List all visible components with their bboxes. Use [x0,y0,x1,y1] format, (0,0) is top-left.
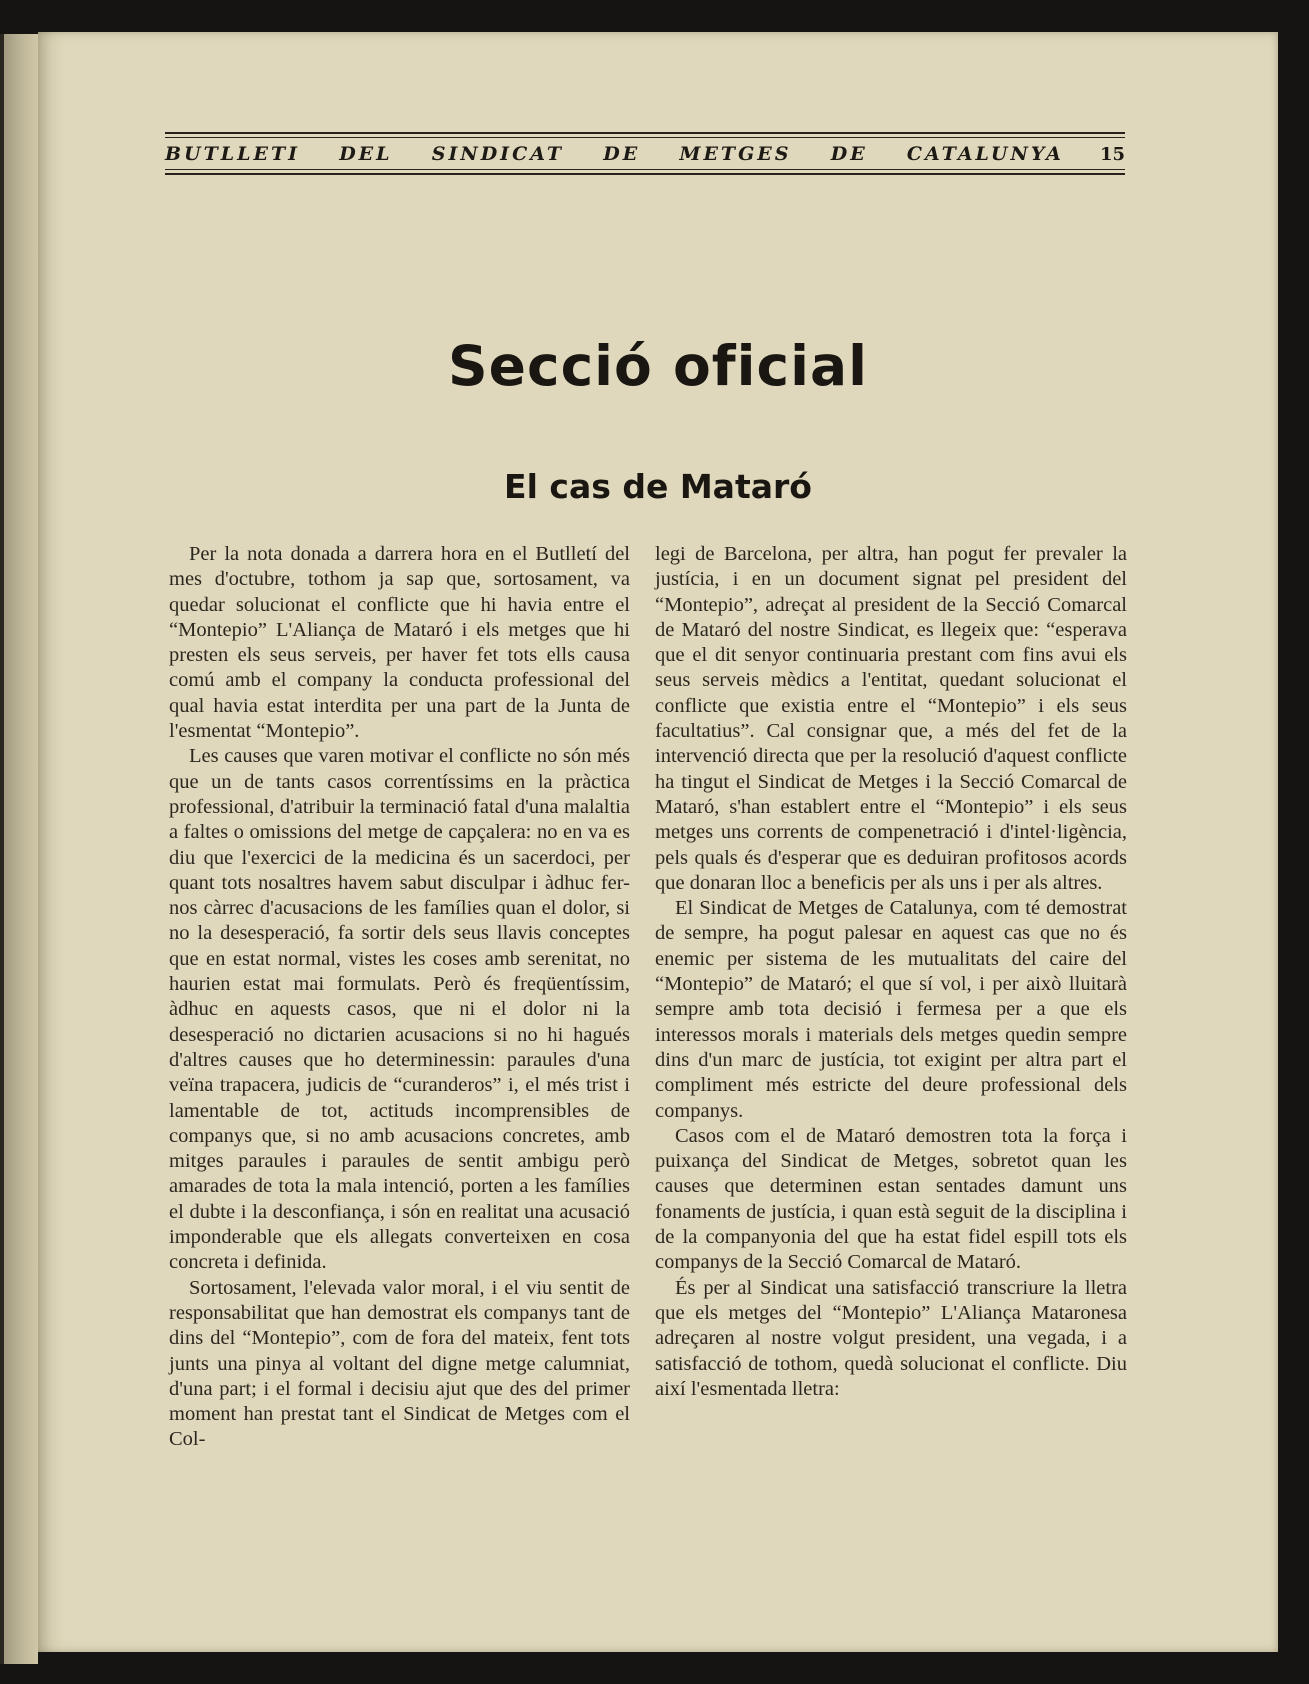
running-title-word: METGES [679,143,792,165]
running-title [165,143,1100,165]
paragraph: Per la nota donada a darrera hora en el Butlletí del mes d'octubre, tothom ja sap que, sortosament, va quedar solucionat el conflicte que hi havia entre el “Montepio” L'Aliança de Mataró i els metges que hi presten els seus serveis, per haver fet tots ells causa comú amb el company la conducta professional del qual havia estat interdita per una part de la Junta de l'esmentat “Montepio”. [169,543,630,743]
text-column-left [169,542,630,1522]
paragraph: Sortosament, l'elevada valor moral, i el viu sentit de responsabilitat que han demostrat els companys tant de dins del “Montepio”, com de fora del mateix, fent tots junts una pinya al voltant del digne metge calumniat, d'una part; i el formal i decisiu ajut que des del primer moment han prestat tant el Sindicat de Metges com el Col- [169,1276,630,1451]
running-title-word: SINDICAT [431,143,565,165]
paragraph: El Sindicat de Metges de Catalunya, com té demostrat de sempre, ha pogut palesar en aquest cas que no és enemic per sistema de les mutualitats del caire del “Montepio” de Mataró; el que sí vol, i per això lluitarà sempre amb tota decisió i fermesa per a que els interessos morals i materials dels metges quedin sempre dins d'un marc de justícia, tot exigint per altra part el compliment més estricte del deure professional dels companys. [655,897,1127,1122]
header-rule-bottom [165,173,1125,175]
running-title-word: DE [603,143,641,165]
running-title-word: BUTLLETI [165,143,300,165]
header-rule-bottom-thin [165,169,1125,170]
running-header [165,141,1125,167]
book-edge-shadow [0,34,4,1664]
paragraph: És per al Sindicat una satisfacció transcriure la lletra que els metges del “Montepio” L'Aliança Mataronesa adreçaren al nostre volgut president, una vegada, i a satisfacció de tothom, quedà solucionat el conflicte. Diu així l'esmentada lletra: [655,1276,1127,1400]
header-rule-top [165,132,1125,134]
page-number: 15 [1099,143,1125,165]
paragraph: Les causes que varen motivar el conflicte no són més que un de tants casos correntíssims en la pràctica professional, d'atribuir la terminació fatal d'una malaltia a faltes o omissions del metge de capçalera: no en va es diu que l'exercici de la medicina és un sacerdoci, per quant tots nosaltres havem sabut disculpar i àdhuc fer-nos càrrec d'acusacions de les famílies quan el dolor, si no la desesperació, fa sortir dels seus llavis conceptes que en estat normal, vistes les coses amb serenitat, no haurien estat mai formulats. Però és freqüentíssim, àdhuc en aquests casos, que ni el dolor ni la desesperació no dictarien acusacions si no hi hagués d'altres causes que ho determinessin: paraules d'una veïna trapacera, judicis de “curanderos” i, el més trist i lamentable de tot, actituds incomprensibles de companys que, si no amb acusacions concretes, amb mitges paraules i paraules de sentit ambigu però amarades de tota la mala intenció, porten a les famílies el dubte i la desconfiança, i són en realitat una acusació imponderable que els allegats converteixen en cosa concreta i definida. [169,745,630,1274]
journal-page [38,32,1278,1652]
paragraph: Casos com el de Mataró demostren tota la força i puixança del Sindicat de Metges, sobretot quan les causes que determinen estan sentades damunt uns fonaments de justícia, i quan està seguit de la disciplina i de la companyonia del que ha estat fidel espill tots els companys de la Secció Comarcal de Mataró. [655,1124,1127,1274]
article-title: El cas de Mataró [504,467,812,506]
text-column-right [655,542,1127,1522]
running-title-word: DE [830,143,868,165]
paragraph: legi de Barcelona, per altra, han pogut fer prevaler la justícia, i en un document signat pel president del “Montepio”, adreçat al president de la Secció Comarcal de Mataró del nostre Sindicat, es llegeix que: “esperava que el dit senyor continuaria prestant com fins avui els seus serveis mèdics a l'entitat, quedant solucionat el conflicte que existia entre el “Montepio” i els seus facultatius”. Cal consignar que, a més del fet de la intervenció directa que per la resolució d'aquest conflicte ha tingut el Sindicat de Metges i la Secció Comarcal de Mataró, s'han establert entre el “Montepio” i els seus metges uns corrents de compenetració i d'intel·ligència, pels quals és d'esperar que es deduiran profitosos acords que donaran lloc a beneficis per als uns i per als altres. [655,543,1127,894]
section-title: Secció oficial [448,334,868,398]
running-title-word: CATALUNYA [906,143,1064,165]
facing-page-edge [0,34,38,1664]
running-title-word: DEL [339,143,393,165]
header-rule-top-thin [165,137,1125,138]
